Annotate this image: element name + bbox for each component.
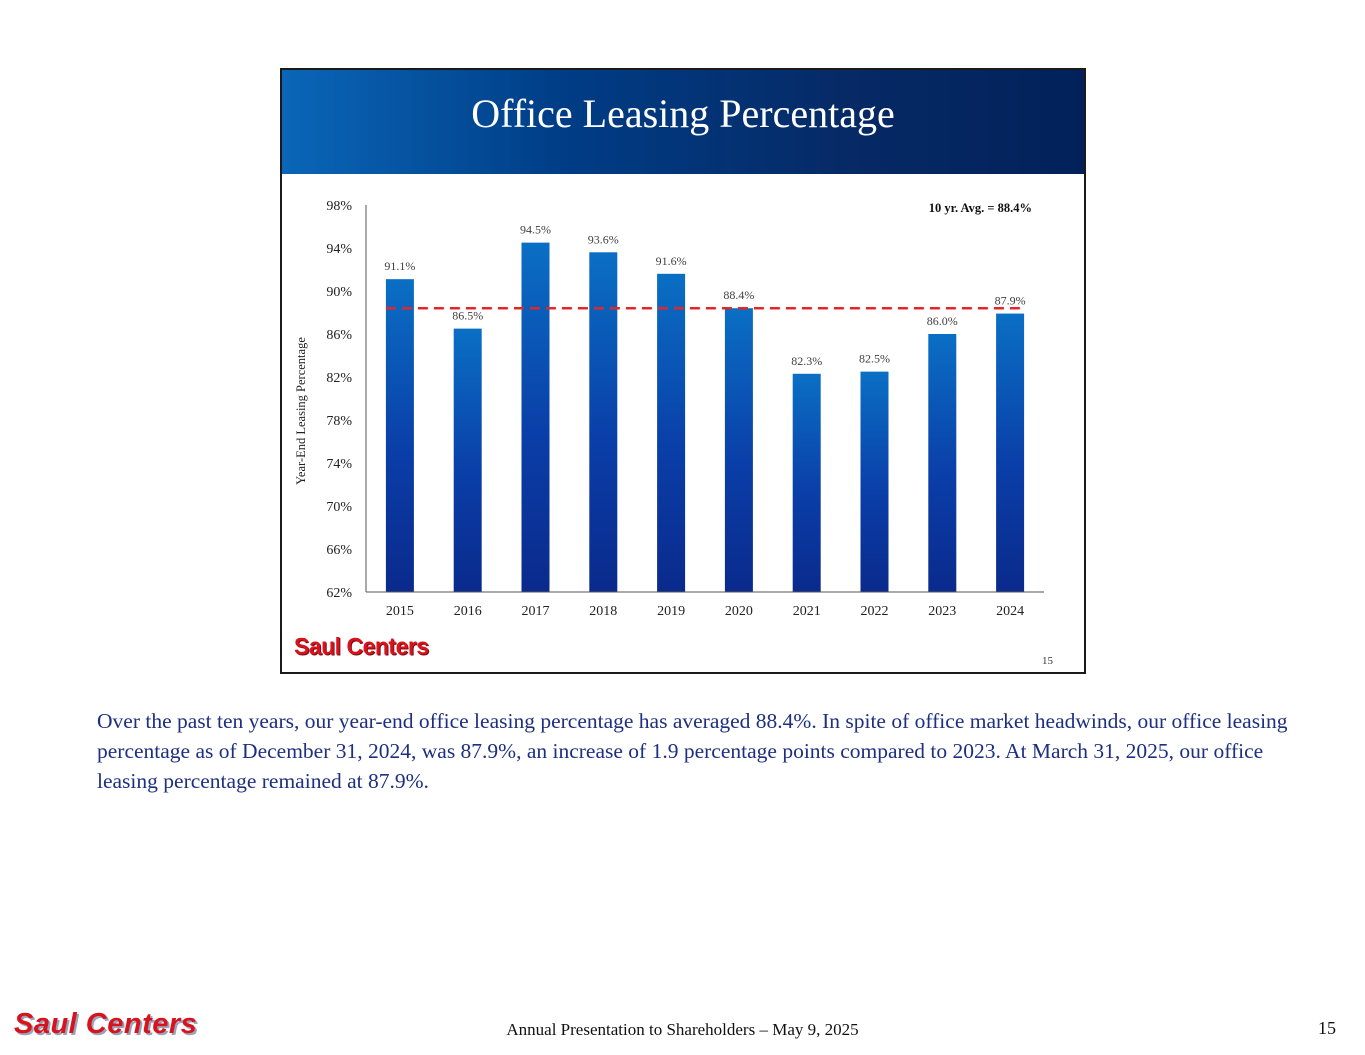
y-tick-label: 78% <box>326 414 352 429</box>
footer-text: Annual Presentation to Shareholders – May 9, 2025 <box>506 1020 859 1039</box>
y-tick-label: 74% <box>326 457 352 472</box>
y-tick-label: 66% <box>326 543 352 558</box>
bar-2023 <box>928 334 956 592</box>
y-tick-label: 94% <box>326 242 352 257</box>
y-tick-label: 90% <box>326 285 352 300</box>
y-tick-label: 82% <box>326 371 352 386</box>
y-tick-label: 62% <box>326 586 352 601</box>
y-tick-label: 70% <box>326 500 352 515</box>
bar-2016 <box>454 329 482 592</box>
slide-header <box>282 70 1084 174</box>
data-label: 82.5% <box>859 351 890 366</box>
footer-logo: Saul Centers <box>14 1008 198 1040</box>
bar-2015 <box>386 279 414 592</box>
page-number: 15 <box>1318 1018 1336 1038</box>
x-tick-label: 2024 <box>996 604 1025 619</box>
x-tick-label: 2019 <box>657 604 686 619</box>
data-label: 91.6% <box>655 253 687 268</box>
data-label: 91.1% <box>384 259 416 274</box>
data-label: 88.4% <box>723 288 755 303</box>
x-tick-label: 2020 <box>724 604 753 619</box>
bar-2018 <box>589 252 617 592</box>
x-tick-label: 2018 <box>589 604 618 619</box>
x-tick-label: 2022 <box>860 604 889 619</box>
average-label: 10 yr. Avg. = 88.4% <box>928 201 1032 215</box>
x-tick-label: 2017 <box>521 604 550 619</box>
bar-2022 <box>861 372 889 592</box>
x-tick-label: 2016 <box>453 604 482 619</box>
bar-chart <box>282 174 1084 632</box>
data-label: 86.5% <box>452 308 484 323</box>
slide-image <box>280 68 1086 674</box>
bar-2021 <box>793 374 821 592</box>
y-axis-label: Year-End Leasing Percentage <box>294 337 308 485</box>
bar-2019 <box>657 274 685 592</box>
data-label: 94.5% <box>520 222 551 237</box>
data-label: 87.9% <box>994 293 1026 308</box>
data-label: 93.6% <box>587 232 619 247</box>
x-tick-label: 2015 <box>385 604 414 619</box>
summary-paragraph: Over the past ten years, our year-end office leasing percentage has averaged 88.4%. In spite of office market headwinds, our office leasing percentage as of December 31, 2024, was 87.9%, an increase of 1.9 percentage points compared to 2023. At March 31, 2025, our office leasing percentage remained at 87.9%. <box>97 709 1288 793</box>
bar-2024 <box>996 314 1024 592</box>
bar-2017 <box>522 243 550 592</box>
bar-2020 <box>725 308 753 592</box>
data-label: 82.3% <box>791 353 823 368</box>
chart-title: Office Leasing Percentage <box>471 91 895 136</box>
y-tick-label: 98% <box>326 199 352 214</box>
x-tick-label: 2021 <box>792 604 821 619</box>
y-tick-label: 86% <box>326 328 352 343</box>
slide-page-number: 15 <box>1042 655 1053 667</box>
data-label: 86.0% <box>926 314 958 328</box>
slide-logo: Saul Centers <box>294 632 429 660</box>
x-tick-label: 2023 <box>928 604 957 619</box>
